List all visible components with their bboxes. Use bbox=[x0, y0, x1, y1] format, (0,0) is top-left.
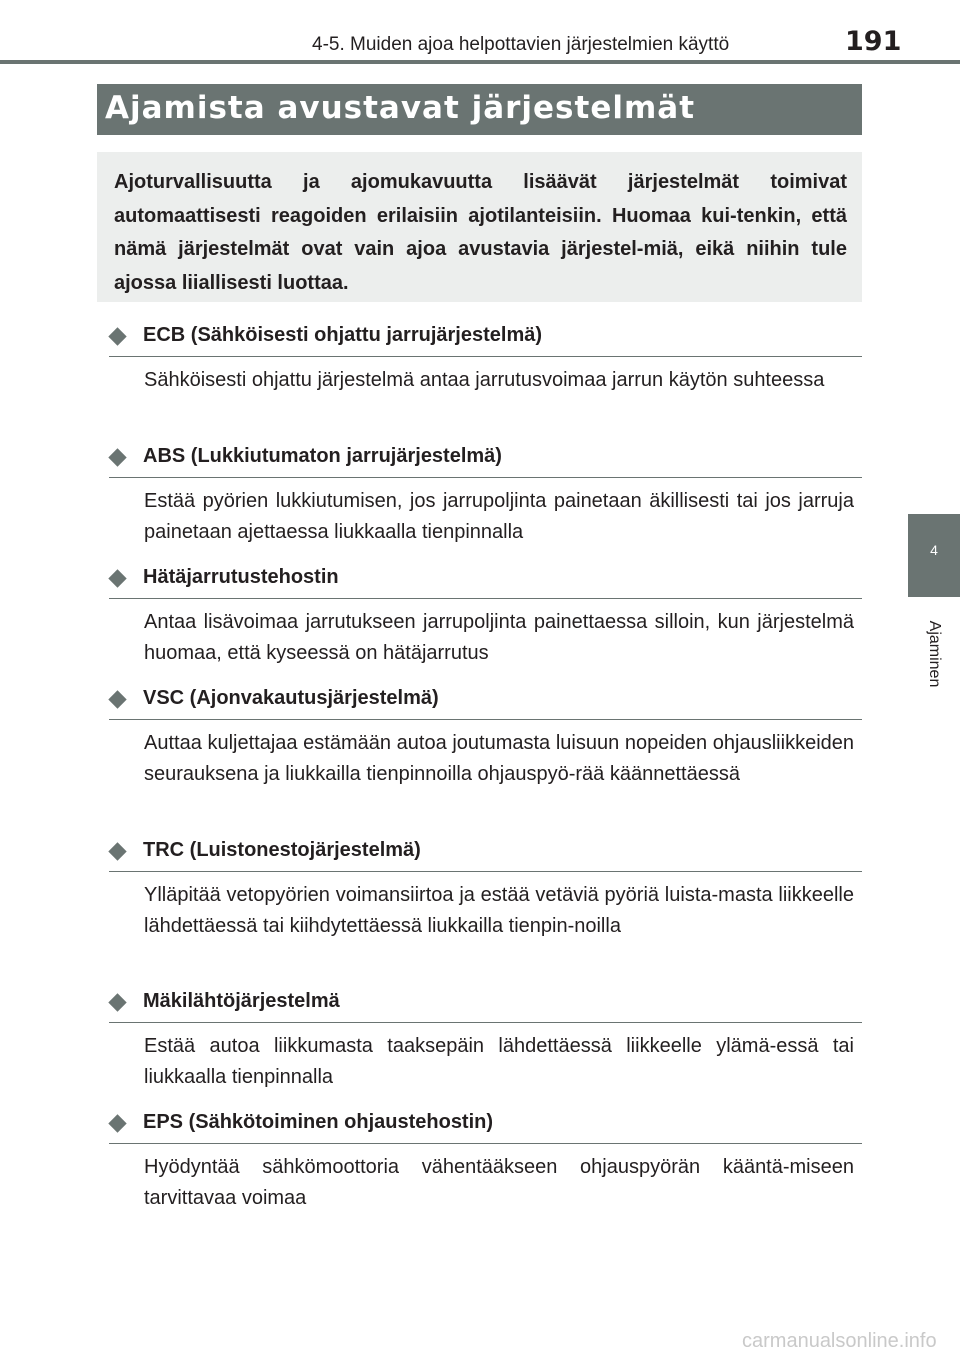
section-vsc bbox=[109, 685, 862, 790]
section-trc bbox=[109, 837, 862, 942]
section-heading bbox=[109, 443, 862, 478]
section-heading bbox=[109, 685, 862, 720]
section-heading bbox=[109, 1109, 862, 1144]
section-eps bbox=[109, 1109, 862, 1214]
section-heading bbox=[109, 322, 862, 357]
section-body: Ylläpitää vetopyörien voimansiirtoa ja estää vetäviä pyöriä luista-masta liikkeelle lähdettäessä tai kiihdytettäessä liukkailla tienpin-noilla bbox=[144, 884, 854, 937]
watermark: carmanualsonline.info bbox=[742, 1330, 937, 1352]
section-body: Sähköisesti ohjattu järjestelmä antaa jarrutusvoimaa jarrun käytön suhteessa bbox=[144, 369, 825, 391]
intro-box bbox=[97, 152, 862, 302]
section-body: Auttaa kuljettajaa estämään autoa joutumasta luisuun nopeiden ohjausliikkeiden seurauksena ja liukkailla tienpinnoilla ohjauspyö-rää käännettäessä bbox=[144, 732, 854, 785]
section-body: Antaa lisävoimaa jarrutukseen jarrupoljinta painettaessa silloin, kun järjestelmä huomaa, että kyseessä on hätäjarrutus bbox=[144, 611, 854, 664]
running-title: 4-5. Muiden ajoa helpottavien järjestelmien käyttö bbox=[312, 34, 730, 55]
section-body: Estää autoa liikkumasta taaksepäin lähdettäessä liikkeelle ylämä-essä tai liukkaalla tienpinnalla bbox=[144, 1035, 854, 1088]
diamond-bullet-icon bbox=[108, 327, 126, 345]
section-body: Hyödyntää sähkömoottoria vähentääkseen ohjauspyörän kääntä-miseen tarvittavaa voimaa bbox=[144, 1156, 854, 1209]
section-title: Hätäjarrutustehostin bbox=[143, 566, 339, 588]
page-number: 191 bbox=[845, 26, 902, 57]
chapter-number: 4 bbox=[930, 542, 938, 558]
section-heading bbox=[109, 988, 862, 1023]
section-heading bbox=[109, 564, 862, 599]
chapter-label: Ajaminen bbox=[926, 620, 943, 688]
diamond-bullet-icon bbox=[108, 842, 126, 860]
section-heading bbox=[109, 837, 862, 872]
section-brake-assist bbox=[109, 564, 862, 669]
section-title: ECB (Sähköisesti ohjattu jarrujärjestelmä) bbox=[143, 324, 543, 346]
section-title: VSC (Ajonvakautusjärjestelmä) bbox=[143, 687, 439, 709]
section-abs bbox=[109, 443, 862, 548]
diamond-bullet-icon bbox=[108, 993, 126, 1011]
section-title: EPS (Sähkötoiminen ohjaustehostin) bbox=[143, 1111, 494, 1133]
chapter-tab bbox=[908, 514, 960, 597]
section-title-banner bbox=[97, 84, 862, 135]
section-title: TRC (Luistonestojärjestelmä) bbox=[143, 839, 421, 861]
intro-text: Ajoturvallisuutta ja ajomukavuutta lisäävät järjestelmät toimivat automaattisesti reagoiden erilaisiin ajotilanteisiin. Huomaa kui-tenkin, että nämä järjestelmät ovat vain ajoa avustavia järjestel-miä, eikä niihin tule ajossa liiallisesti luottaa. bbox=[114, 171, 847, 294]
section-hill-start bbox=[109, 988, 862, 1093]
page-title: Ajamista avustavat järjestelmät bbox=[105, 90, 696, 126]
section-title: Mäkilähtöjärjestelmä bbox=[143, 990, 340, 1012]
diamond-bullet-icon bbox=[108, 1114, 126, 1132]
section-ecb bbox=[109, 322, 862, 396]
header-rule bbox=[0, 60, 960, 64]
diamond-bullet-icon bbox=[108, 690, 126, 708]
section-body: Estää pyörien lukkiutumisen, jos jarrupoljinta painetaan äkillisesti tai jos jarruja painetaan ajettaessa liukkaalla tienpinnalla bbox=[144, 490, 854, 543]
section-title: ABS (Lukkiutumaton jarrujärjestelmä) bbox=[143, 445, 502, 467]
diamond-bullet-icon bbox=[108, 448, 126, 466]
diamond-bullet-icon bbox=[108, 569, 126, 587]
